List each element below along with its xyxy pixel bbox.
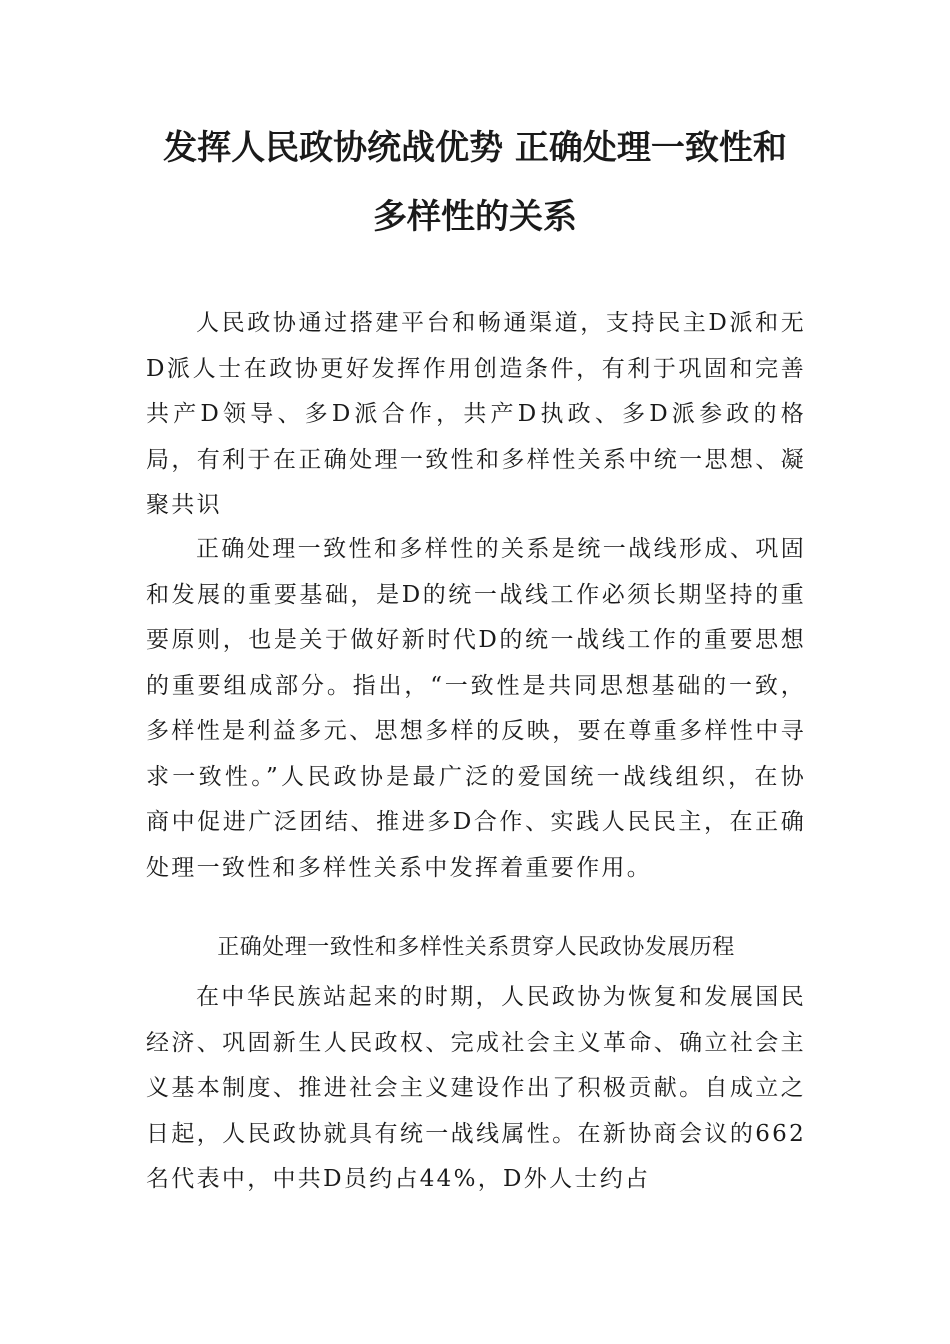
section-subheading: 正确处理一致性和多样性关系贯穿人民政协发展历程 bbox=[217, 935, 735, 960]
paragraph-2: 正确处理一致性和多样性的关系是统一战线形成、巩固和发展的重要基础，是D的统一战线工作必须长期坚持的重要原则，也是关于做好新时代D的统一战线工作的重要思想的重要组成部分。指出，“一致性是共同思想基础的一致，多样性是利益多元、思想多样的反映，要在尊重多样性中寻求一致性。”人民政协是最广泛的爱国统一战线组织，在协商中促进广泛团结、推进多D合作、实践人民民主，在正确处理一致性和多样性关系中发挥着重要作用。 bbox=[146, 536, 806, 881]
paragraph-1: 人民政协通过搭建平台和畅通渠道，支持民主D派和无D派人士在政协更好发挥作用创造条件，有利于巩固和完善共产D领导、多D派合作，共产D执政、多D派参政的格局，有利于在正确处理一致性和多样性关系中统一思想、凝聚共识 bbox=[146, 310, 806, 518]
document-title-line-2: 多样性的关系 bbox=[373, 197, 577, 237]
paragraph-3: 在中华民族站起来的时期，人民政协为恢复和发展国民经济、巩固新生人民政权、完成社会主义革命、确立社会主义基本制度、推进社会主义建设作出了积极贡献。自成立之日起，人民政协就具有统一战线属性。在新协商会议的662名代表中，中共D员约占44%，D外人士约占 bbox=[146, 984, 806, 1192]
document-title-line-1: 发挥人民政协统战优势 正确处理一致性和 bbox=[163, 128, 787, 168]
